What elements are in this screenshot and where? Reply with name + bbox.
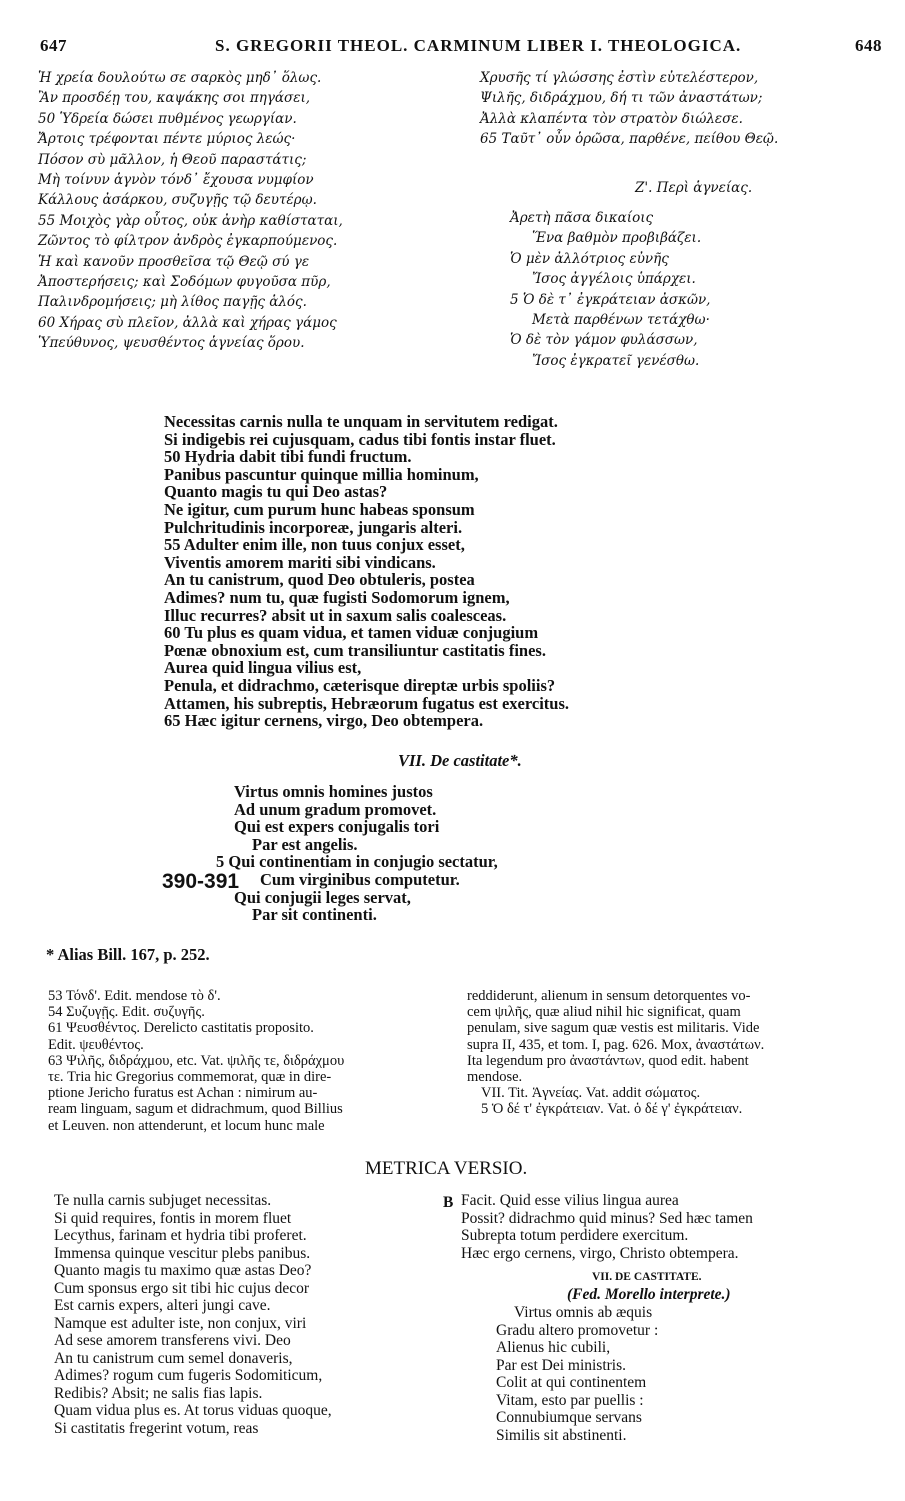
- latin-line: Panibus pascuntur quinque millia hominum,: [164, 464, 479, 484]
- greek-line: Κάλλους ἀσάρκου, συζυγῇς τῷ δευτέρῳ.: [38, 192, 317, 209]
- metrica-right-poem: [496, 1304, 658, 1444]
- latin-line: Cum virginibus computetur.: [260, 869, 460, 889]
- metrica-line: Par est Dei ministris.: [496, 1356, 627, 1374]
- greek-text-left: [38, 68, 343, 354]
- note-line: τε. Tria hic Gregorius commemorat, quæ in dire-: [48, 1069, 332, 1086]
- note-line: cem ψιλῆς, quæ aliud nihil hic significat, quam: [467, 1004, 741, 1021]
- latin-line: Viventis amorem mariti sibi vindicans.: [164, 552, 436, 572]
- margin-marker: B: [443, 1194, 454, 1211]
- greek-line: Ψιλῆς, διδράχμου, δή τι τῶν ἀναστάτων;: [480, 90, 763, 107]
- greek-line: Ἡ καὶ κανοῦν προσθεῖσα τῷ Θεῷ σύ γε: [38, 253, 310, 270]
- latin-line: Attamen, his subreptis, Hebræorum fugatus est exercitus.: [164, 693, 569, 713]
- footnote: * Alias Bill. 167, p. 252.: [46, 945, 210, 964]
- greek-line: Ὁ δὲ τὸν γάμον φυλάσσων,: [510, 332, 698, 349]
- note-line: VII. Tit. Ἁγνείας. Vat. addit σώματος.: [481, 1085, 701, 1102]
- metrica-line: Colit at qui continentem: [496, 1374, 647, 1391]
- interpreter-credit: (Fed. Morello interprete.): [567, 1286, 731, 1303]
- metrica-line: Immensa quinque vescitur plebs panibus.: [54, 1244, 311, 1262]
- note-line: Edit. ψευθέντος.: [48, 1036, 144, 1053]
- greek-line: Μὴ τοίνυν ἁγνὸν τόνδ᾽ ἔχουσα νυμφίον: [38, 172, 314, 189]
- metrica-line: Si castitatis fregerint votum, reas: [54, 1419, 259, 1437]
- metrica-line: Virtus omnis ab æquis: [514, 1304, 653, 1321]
- greek-poem-right: [510, 208, 710, 371]
- greek-line: Ἡ χρεία δουλούτω σε σαρκὸς μηδ᾽ ὅλως.: [38, 70, 322, 86]
- latin-section-heading: VII. De castitate*.: [398, 751, 522, 770]
- latin-line: Ne igitur, cum purum hunc habeas sponsum: [164, 499, 475, 519]
- latin-line: Qui est expers conjugalis tori: [234, 817, 440, 837]
- latin-line: 55 Adulter enim ille, non tuus conjux esset,: [164, 535, 465, 555]
- greek-line: Ζῶντος τὸ φίλτρον ἀνδρὸς ἐγκαρπούμενος.: [38, 233, 338, 250]
- greek-line: Ἄρτοις τρέφονται πέντε μύριος λεώς·: [38, 131, 296, 148]
- note-line: 54 Συζυγῇς. Edit. συζυγῆς.: [48, 1004, 205, 1021]
- metrica-line: Namque est adulter iste, non conjux, viri: [54, 1314, 307, 1332]
- latin-line: Penula, et didrachmo, cæterisque direptæ urbis spoliis?: [164, 675, 556, 695]
- greek-line: 60 Χήρας σὺ πλεῖον, ἀλλὰ καὶ χήρας γάμος: [38, 314, 337, 331]
- metrica-line: Ad sese amorem transferens vivi. Deo: [54, 1332, 291, 1349]
- notes-right: [467, 988, 764, 1118]
- metrica-line: Cum sponsus ergo sit tibi hic cujus decor: [54, 1279, 310, 1297]
- note-line: supra II, 435, et tom. I, pag. 626. Mox, ἀναστάτων.: [467, 1036, 765, 1053]
- latin-line: Qui conjugii leges servat,: [234, 887, 411, 907]
- latin-translation: [164, 413, 569, 730]
- metrica-right: [461, 1192, 753, 1262]
- note-line: 5 Ὁ δέ τ' ἐγκράτειαν. Vat. ὁ δέ γ' ἐγκράτειαν.: [481, 1101, 743, 1118]
- note-line: 53 Τόνδ'. Edit. mendose τὸ δ'.: [48, 988, 221, 1004]
- metrica-line: An tu canistrum cum semel donaveris,: [54, 1349, 293, 1367]
- greek-text-right: [480, 68, 778, 150]
- note-line: ream linguam, sagum et didrachmum, quod Billius: [48, 1101, 343, 1118]
- latin-line: An tu canistrum, quod Deo obtuleris, postea: [164, 570, 475, 590]
- metrica-line: Possit? didrachmo quid minus? Sed hæc tamen: [461, 1209, 753, 1227]
- latin-line: Virtus omnis homines justos: [234, 782, 433, 801]
- latin-line: Adimes? num tu, quæ fugisti Sodomorum ignem,: [164, 587, 510, 607]
- latin-line: Aurea quid lingua vilius est,: [164, 658, 362, 678]
- note-line: et Leuven. non attenderunt, et locum hunc male: [48, 1117, 325, 1134]
- metrica-line: Vitam, esto par puellis :: [496, 1391, 644, 1409]
- metrica-line: Lecythus, farinam et hydria tibi proferet.: [54, 1227, 307, 1244]
- latin-line: Ad unum gradum promovet.: [234, 799, 437, 819]
- metrica-subsection-heading: VII. DE CASTITATE.: [592, 1271, 702, 1283]
- metrica-line: Quanto magis tu maximo quæ astas Deo?: [54, 1262, 312, 1279]
- greek-line: Πόσον σὺ μᾶλλον, ἡ Θεοῦ παραστάτις;: [38, 151, 307, 168]
- note-line: 63 Ψιλῆς, διδράχμου, etc. Vat. ψιλῆς τε, διδράχμου: [48, 1052, 345, 1069]
- latin-poem: [216, 782, 498, 925]
- note-line: mendose.: [467, 1069, 523, 1086]
- metrica-line: Alienus hic cubili,: [496, 1339, 611, 1356]
- greek-line: Ἂν προσδέῃ του, καψάκης σοι πηγάσει,: [38, 90, 311, 107]
- latin-line: 65 Hæc igitur cernens, virgo, Deo obtempera.: [164, 711, 484, 731]
- metrica-heading: METRICA VERSIO.: [365, 1158, 528, 1179]
- greek-line: 5 Ὁ δὲ τ᾽ ἐγκράτειαν ἀσκῶν,: [510, 291, 711, 308]
- latin-line: Par est angelis.: [252, 834, 358, 854]
- greek-line: Ὑπεύθυνος, ψευσθέντος ἁγνείας ὅρου.: [38, 335, 305, 352]
- metrica-line: Subrepta totum perdidere exercitum.: [461, 1227, 689, 1244]
- greek-line: Ἀποστερήσεις; καὶ Σοδόμων φυγοῦσα πῦρ,: [38, 274, 331, 291]
- column-reference: 390-391: [162, 870, 240, 893]
- metrica-line: Similis sit abstinenti.: [496, 1426, 627, 1444]
- note-line: 61 Ψευσθέντος. Derelicto castitatis proposito.: [48, 1020, 314, 1037]
- metrica-line: Redibis? Absit; ne salis fias lapis.: [54, 1384, 263, 1402]
- note-line: penulam, sive sagum quæ vestis est militaris. Vide: [467, 1020, 760, 1037]
- latin-line: 50 Hydria dabit tibi fundi fructum.: [164, 447, 412, 467]
- metrica-line: Gradu altero promovetur :: [496, 1321, 659, 1339]
- greek-section-heading: Ζ'. Περὶ ἁγνείας.: [635, 180, 753, 196]
- page-number-right: 648: [855, 36, 882, 55]
- greek-line: Χρυσῆς τί γλώσσης ἐστὶν εὐτελέστερον,: [480, 70, 759, 86]
- greek-line: Ἴσος ἐγκρατεῖ γενέσθω.: [532, 352, 700, 369]
- note-line: Ita legendum pro ἀναστάντων, quod edit. habent: [467, 1052, 749, 1069]
- metrica-line: Quam vidua plus es. At torus viduas quoque,: [54, 1402, 332, 1419]
- running-title: S. GREGORII THEOL. CARMINUM LIBER I. THEOLOGICA.: [215, 36, 742, 55]
- greek-line: 65 Ταῦτ᾽ οὖν ὁρῶσα, παρθένε, πείθου Θεῷ.: [480, 131, 779, 148]
- metrica-line: Te nulla carnis subjuget necessitas.: [54, 1192, 272, 1209]
- latin-line: Quanto magis tu qui Deo astas?: [164, 482, 388, 502]
- greek-line: 50 Ὑδρεία δώσει πυθμένος γεωργίαν.: [38, 110, 297, 127]
- latin-line: Illuc recurres? absit ut in saxum salis coalesceas.: [164, 605, 507, 625]
- metrica-line: Hæc ergo cernens, virgo, Christo obtempera.: [461, 1244, 739, 1262]
- latin-line: Par sit continenti.: [252, 905, 377, 925]
- latin-line: Pœnæ obnoxium est, cum transiliuntur castitatis fines.: [164, 640, 546, 660]
- metrica-line: Facit. Quid esse vilius lingua aurea: [461, 1192, 679, 1209]
- greek-line: Ὁ μὲν ἀλλότριος εὐνῆς: [510, 250, 669, 267]
- latin-line: Necessitas carnis nulla te unquam in servitutem redigat.: [164, 412, 558, 431]
- greek-line: 55 Μοιχὸς γὰρ οὗτος, οὐκ ἀνὴρ καθίσταται,: [38, 212, 343, 229]
- latin-line: 60 Tu plus es quam vidua, et tamen viduæ conjugium: [164, 623, 539, 643]
- metrica-line: Connubiumque servans: [496, 1409, 642, 1426]
- note-line: reddiderunt, alienum in sensum detorquentes vo-: [467, 988, 751, 1004]
- greek-line: Παλινδρομήσεις; μὴ λίθος παγῇς ἁλός.: [38, 294, 307, 311]
- greek-line: Ἕνα βαθμὸν προβιβάζει.: [532, 230, 702, 247]
- latin-line: 5 Qui continentiam in conjugio sectatur,: [216, 852, 498, 872]
- note-line: ptione Jericho furatus est Achan : nimirum au-: [48, 1085, 318, 1102]
- page-number-left: 647: [40, 36, 67, 55]
- greek-line: Μετὰ παρθένων τετάχθω·: [532, 312, 710, 329]
- notes-left: [48, 988, 344, 1134]
- greek-line: Ἀρετὴ πᾶσα δικαίοις: [510, 210, 654, 226]
- metrica-line: Si quid requires, fontis in morem fluet: [54, 1209, 292, 1227]
- greek-line: Ἀλλὰ κλαπέντα τὸν στρατὸν διώλεσε.: [480, 110, 743, 127]
- greek-line: Ἴσος ἀγγέλοις ὑπάρχει.: [532, 271, 696, 288]
- latin-line: Pulchritudinis incorporeæ, jungaris alteri.: [164, 517, 463, 537]
- metrica-line: Adimes? rogum cum fugeris Sodomiticum,: [54, 1367, 323, 1384]
- metrica-left: [54, 1192, 332, 1437]
- metrica-line: Est carnis expers, alteri jungi cave.: [54, 1297, 271, 1314]
- latin-line: Si indigebis rei cujusquam, cadus tibi fontis instar fluet.: [164, 429, 556, 449]
